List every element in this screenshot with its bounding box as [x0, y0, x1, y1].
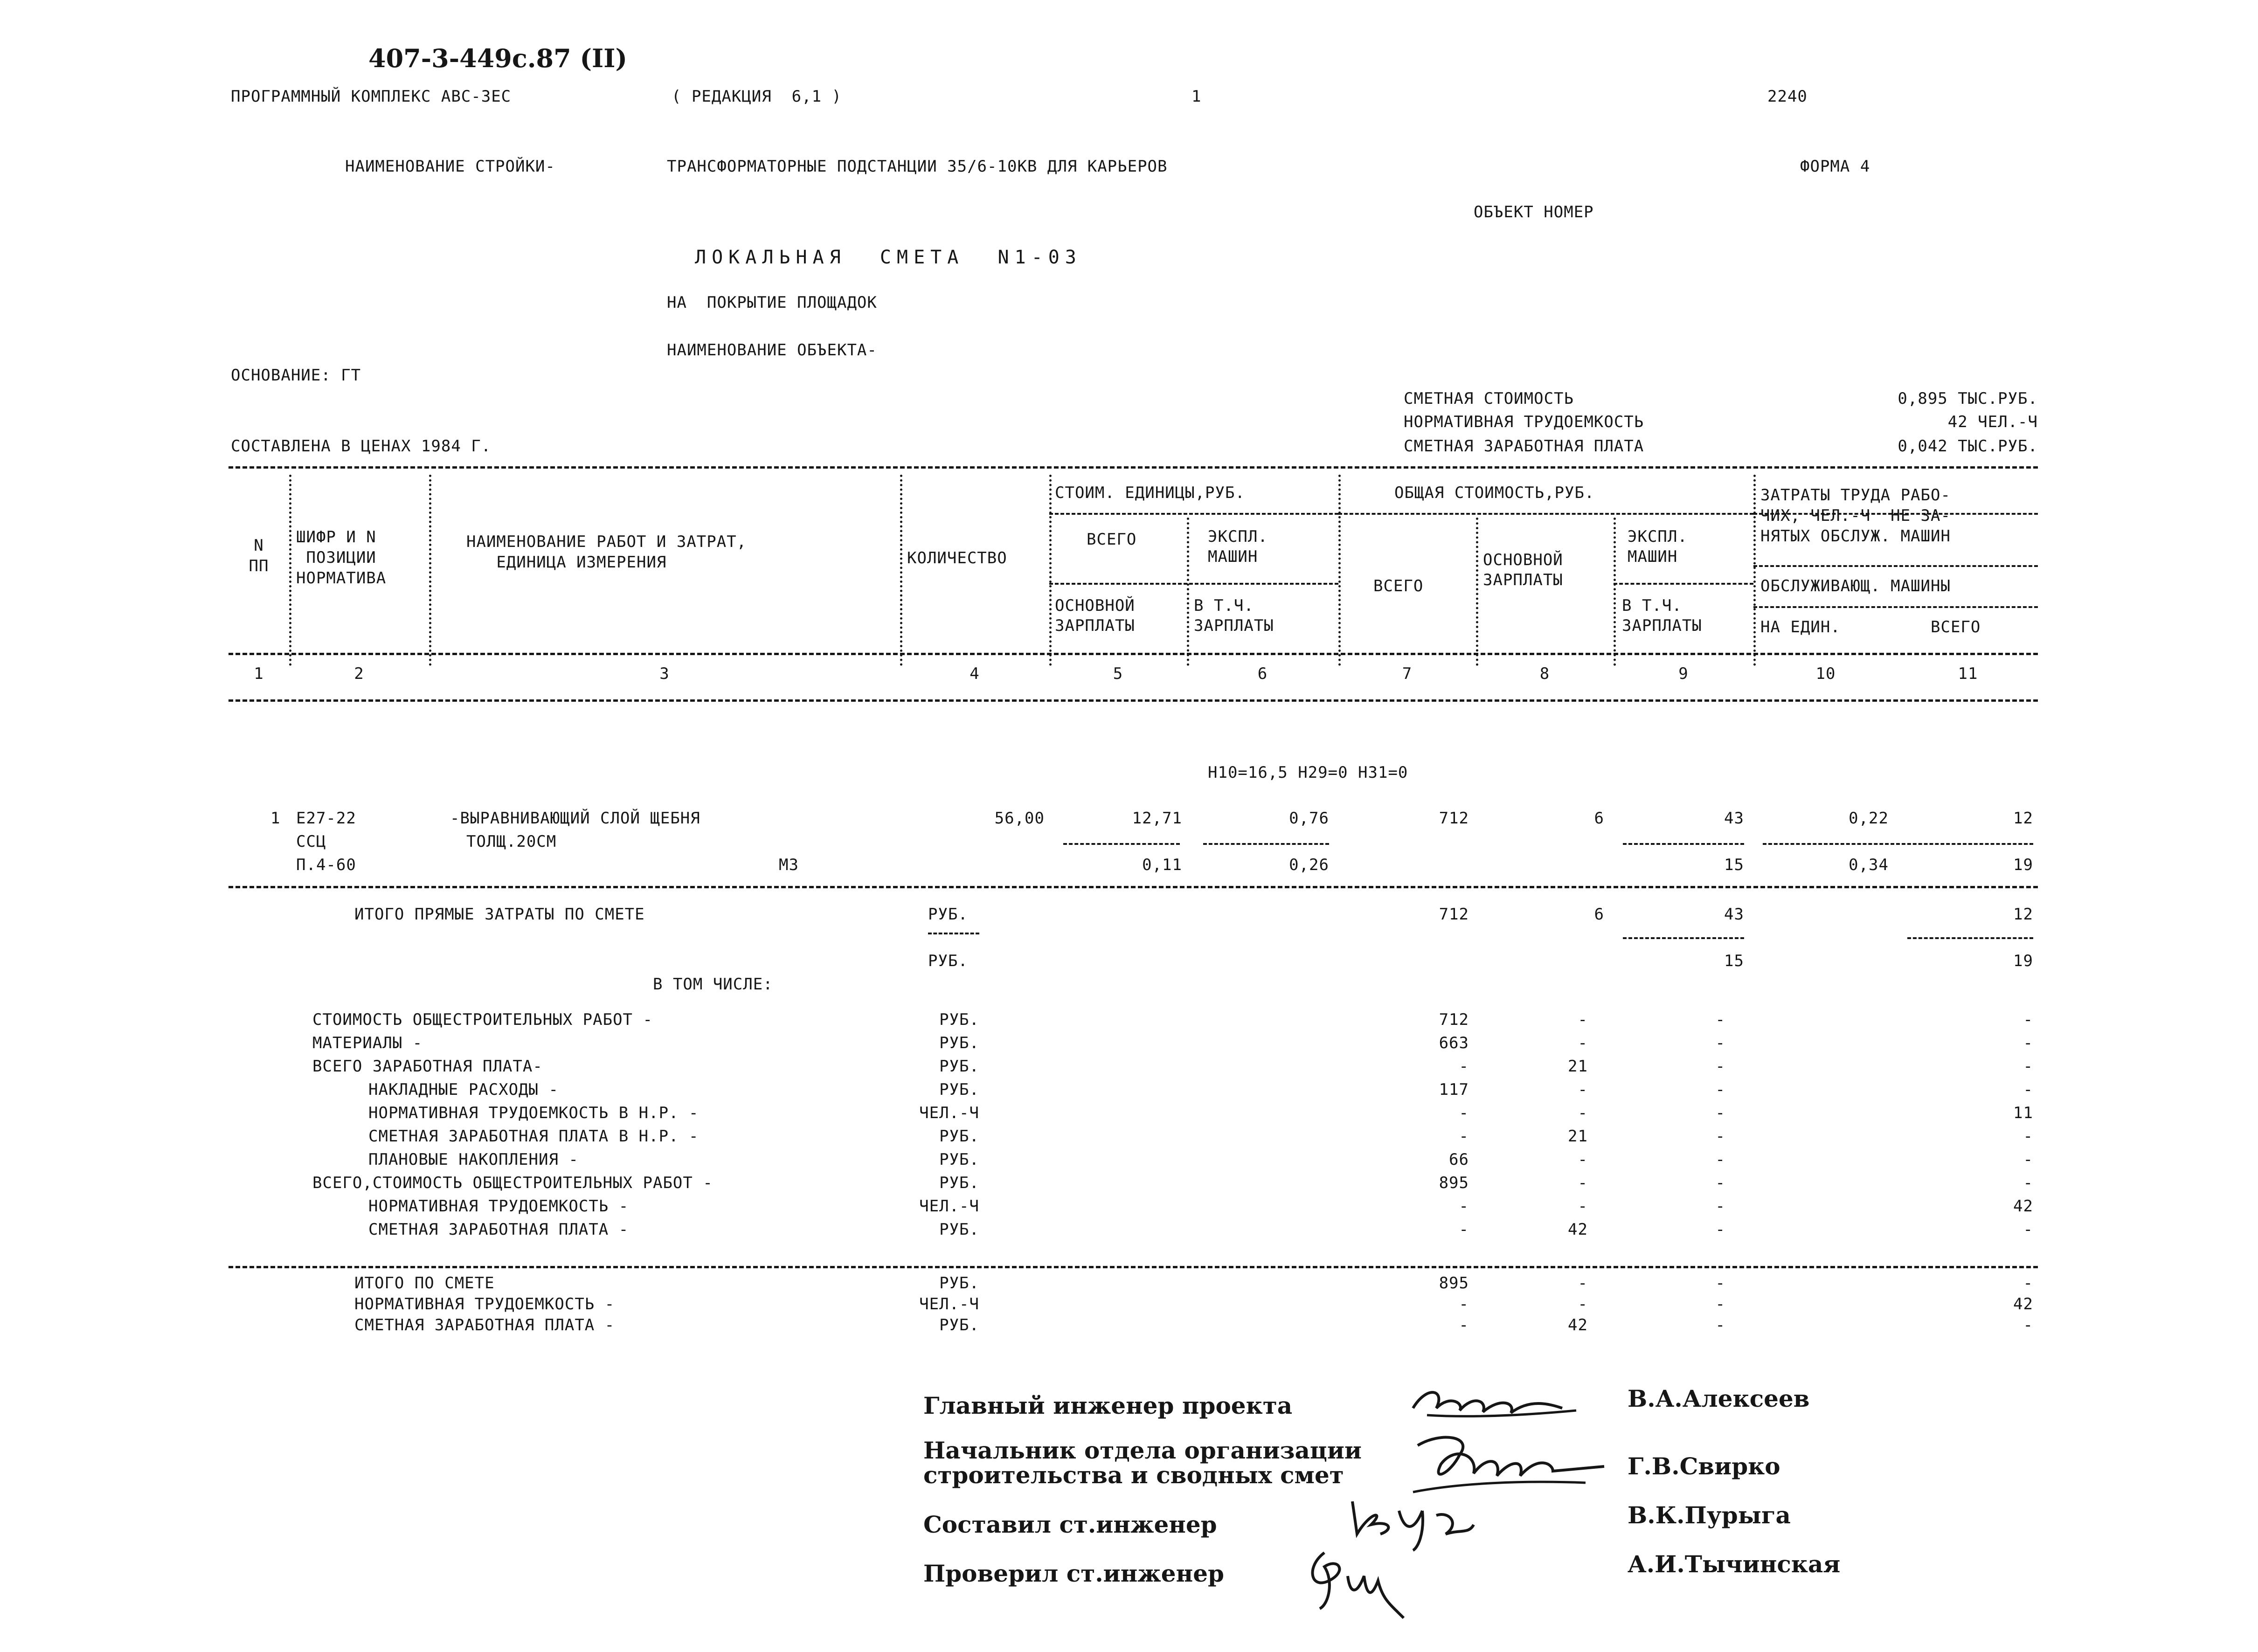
handwritten-signature	[1296, 1539, 1418, 1627]
col-number: 11	[1958, 664, 1978, 683]
header-labor-all: ВСЕГО	[1931, 618, 1981, 636]
object-number: ОБЪЕКТ НОМЕР	[1474, 203, 1594, 221]
header-unit-cost: СТОИМ. ЕДИНИЦЫ,РУБ.	[1055, 484, 1245, 502]
row-unit: РУБ.	[939, 1010, 979, 1029]
direct-costs-unit: РУБ.	[928, 905, 968, 924]
row-label: СТОИМОСТЬ ОБЩЕСТРОИТЕЛЬНЫХ РАБОТ -	[312, 1010, 653, 1029]
summary-label-wages: СМЕТНАЯ ЗАРАБОТНАЯ ПЛАТА	[1404, 437, 1644, 456]
header-bottom-rule	[229, 699, 2038, 702]
column-divider	[1049, 475, 1052, 666]
direct-costs-labor: 19	[2013, 952, 2033, 970]
col-number: 6	[1257, 664, 1268, 683]
item-wages: 6	[1594, 809, 1604, 828]
row-unit: ЧЕЛ.-Ч	[919, 1295, 979, 1313]
summary-value-labor: 42 ЧЕЛ.-Ч	[1947, 413, 2038, 431]
item-quantity: 56,00	[994, 809, 1045, 828]
page-title: ЛОКАЛЬНАЯ СМЕТА N1-03	[695, 247, 1082, 268]
row-label: НОРМАТИВНАЯ ТРУДОЕМКОСТЬ -	[368, 1197, 629, 1216]
row-wages: -	[1578, 1174, 1588, 1192]
row-wages: -	[1578, 1010, 1588, 1029]
item-unit-wages: 0,11	[1142, 856, 1182, 874]
direct-costs-subrule	[928, 933, 979, 934]
column-divider	[429, 475, 431, 666]
row-machines: -	[1715, 1174, 1725, 1192]
row-total: -	[1459, 1057, 1469, 1076]
row-label: СМЕТНАЯ ЗАРАБОТНАЯ ПЛАТА -	[368, 1220, 629, 1239]
col-number: 2	[354, 664, 364, 683]
row-total: -	[1459, 1316, 1469, 1334]
signature-name: В.К.Пурыга	[1628, 1501, 1791, 1529]
row-label: ВСЕГО,СТОИМОСТЬ ОБЩЕСТРОИТЕЛЬНЫХ РАБОТ -	[312, 1174, 713, 1192]
row-label: ПЛАНОВЫЕ НАКОПЛЕНИЯ -	[368, 1150, 579, 1169]
signature-role: Проверил ст.инженер	[923, 1560, 1224, 1587]
row-unit: РУБ.	[939, 1274, 979, 1293]
col-number: 8	[1539, 664, 1550, 683]
basis: ОСНОВАНИЕ: ГТ	[231, 366, 361, 385]
row-unit: РУБ.	[939, 1316, 979, 1334]
row-unit: РУБ.	[939, 1174, 979, 1192]
row-labor: 11	[2013, 1104, 2033, 1122]
header-subrule	[1049, 513, 1338, 515]
row-labor: -	[2023, 1010, 2033, 1029]
signature-role: Начальник отдела организации строительства и сводных смет	[923, 1437, 1362, 1489]
row-wages: -	[1578, 1197, 1588, 1216]
signature-name: В.А.Алексеев	[1628, 1385, 1810, 1412]
row-machines: -	[1715, 1034, 1725, 1052]
document-code: 2240	[1767, 87, 1808, 106]
row-machines: -	[1715, 1057, 1725, 1076]
item-subrule	[1203, 843, 1329, 845]
col-number: 5	[1113, 664, 1123, 683]
row-labor: -	[2023, 1274, 2033, 1293]
col-number: 3	[659, 664, 670, 683]
signature-name: Г.В.Свирко	[1628, 1452, 1780, 1480]
row-label: СМЕТНАЯ ЗАРАБОТНАЯ ПЛАТА -	[354, 1316, 615, 1334]
row-wages: -	[1578, 1295, 1588, 1313]
direct-costs-labor: 12	[2013, 905, 2033, 924]
row-wages: -	[1578, 1104, 1588, 1122]
row-unit: РУБ.	[939, 1057, 979, 1076]
signature-role: Главный инженер проекта	[923, 1392, 1293, 1419]
row-labor: -	[2023, 1150, 2033, 1169]
column-divider	[1614, 518, 1616, 666]
header-subrule	[1338, 513, 1753, 515]
document-id: 407-3-449с.87 (II)	[368, 43, 628, 73]
column-divider	[1753, 475, 1756, 666]
row-labor: -	[2023, 1080, 2033, 1099]
edition: ( РЕДАКЦИЯ 6,1 )	[672, 87, 842, 106]
row-labor: -	[2023, 1174, 2033, 1192]
header-unit-wages: ОСНОВНОЙ ЗАРПЛАТЫ	[1055, 596, 1135, 635]
row-machines: -	[1715, 1274, 1725, 1293]
program-name: ПРОГРАММНЫЙ КОМПЛЕКС АВС-3ЕС	[231, 87, 512, 106]
header-subrule	[1049, 583, 1338, 585]
column-divider	[1476, 518, 1478, 666]
item-unit-machines: 0,76	[1289, 809, 1329, 828]
header-total-machines: ЭКСПЛ. МАШИН	[1628, 527, 1688, 566]
item-code-line: ССЦ	[296, 832, 326, 851]
header-col-quantity: КОЛИЧЕСТВО	[907, 549, 1007, 567]
row-total: -	[1459, 1127, 1469, 1146]
row-machines: -	[1715, 1127, 1725, 1146]
header-total-incl: В Т.Ч. ЗАРПЛАТЫ	[1622, 596, 1702, 635]
row-machines: -	[1715, 1316, 1725, 1334]
row-total: 663	[1439, 1034, 1469, 1052]
price-basis: СОСТАВЛЕНА В ЦЕНАХ 1984 Г.	[231, 437, 492, 456]
column-divider	[900, 475, 902, 666]
direct-costs-machines-incl: 15	[1724, 952, 1744, 970]
row-labor: 42	[2013, 1197, 2033, 1216]
row-wages: 42	[1568, 1220, 1588, 1239]
col-number: 4	[970, 664, 980, 683]
item-labor-all: 19	[2013, 856, 2033, 874]
construction-label: НАИМЕНОВАНИЕ СТРОЙКИ-	[345, 157, 555, 176]
direct-costs-machines: 43	[1724, 905, 1744, 924]
row-total: 66	[1449, 1150, 1469, 1169]
header-unit-machines: ЭКСПЛ. МАШИН	[1208, 527, 1268, 566]
row-wages: 21	[1568, 1057, 1588, 1076]
including-label: В ТОМ ЧИСЛЕ:	[653, 975, 773, 994]
item-unit-incl: 0,26	[1289, 856, 1329, 874]
row-labor: -	[2023, 1220, 2033, 1239]
item-subrule	[1623, 843, 1744, 845]
row-label: НОРМАТИВНАЯ ТРУДОЕМКОСТЬ -	[354, 1295, 615, 1313]
header-subrule	[1614, 583, 1753, 585]
header-labor-service: ОБСЛУЖИВАЮЩ. МАШИНЫ	[1760, 577, 1951, 595]
row-labor: -	[2023, 1057, 2033, 1076]
row-unit: РУБ.	[939, 1080, 979, 1099]
form-number: ФОРМА 4	[1800, 157, 1870, 176]
direct-costs-wages: 6	[1594, 905, 1604, 924]
column-divider	[289, 475, 291, 666]
row-labor: -	[2023, 1127, 2033, 1146]
row-labor: -	[2023, 1316, 2033, 1334]
summary-label-labor: НОРМАТИВНАЯ ТРУДОЕМКОСТЬ	[1404, 413, 1644, 431]
header-total-all: ВСЕГО	[1373, 577, 1424, 595]
item-code-line: П.4-60	[296, 856, 356, 874]
row-machines: -	[1715, 1295, 1725, 1313]
col-number: 1	[254, 664, 264, 683]
row-machines: -	[1715, 1080, 1725, 1099]
item-subrule	[1763, 843, 2033, 845]
item-total: 712	[1439, 809, 1469, 828]
summary-label-cost: СМЕТНАЯ СТОИМОСТЬ	[1404, 389, 1574, 408]
row-wages: 21	[1568, 1127, 1588, 1146]
row-wages: -	[1578, 1274, 1588, 1293]
column-divider	[1187, 518, 1189, 666]
col-number: 7	[1402, 664, 1413, 683]
row-unit: ЧЕЛ.-Ч	[919, 1104, 979, 1122]
breakdown-bottom-rule	[229, 1266, 2038, 1268]
item-number: 1	[270, 809, 281, 828]
header-subrule	[1753, 565, 2038, 567]
row-label: НОРМАТИВНАЯ ТРУДОЕМКОСТЬ В Н.Р. -	[368, 1104, 699, 1122]
row-labor: -	[2023, 1034, 2033, 1052]
summary-value-cost: 0,895 ТЫС.РУБ.	[1898, 389, 2038, 408]
row-machines: -	[1715, 1010, 1725, 1029]
item-labor-all: 12	[2013, 809, 2033, 828]
header-number-rule	[229, 653, 2038, 655]
row-unit: РУБ.	[939, 1220, 979, 1239]
row-total: 712	[1439, 1010, 1469, 1029]
summary-value-wages: 0,042 ТЫС.РУБ.	[1898, 437, 2038, 456]
header-total-cost: ОБЩАЯ СТОИМОСТЬ,РУБ.	[1394, 484, 1595, 502]
direct-costs-label: ИТОГО ПРЯМЫЕ ЗАТРАТЫ ПО СМЕТЕ	[354, 905, 645, 924]
row-machines: -	[1715, 1197, 1725, 1216]
construction-name: ТРАНСФОРМАТОРНЫЕ ПОДСТАНЦИИ 35/6-10КВ ДЛЯ КАРЬЕРОВ	[667, 157, 1168, 176]
table-top-rule	[229, 466, 2038, 469]
item-labor-unit: 0,34	[1849, 856, 1889, 874]
row-machines: -	[1715, 1220, 1725, 1239]
header-labor: ЗАТРАТЫ ТРУДА РАБО- ЧИХ, ЧЕЛ.-Ч НЕ ЗА- НЯТЫХ ОБСЛУЖ. МАШИН	[1760, 486, 1951, 546]
row-label: СМЕТНАЯ ЗАРАБОТНАЯ ПЛАТА В Н.Р. -	[368, 1127, 699, 1146]
row-label: ВСЕГО ЗАРАБОТНАЯ ПЛАТА-	[312, 1057, 543, 1076]
direct-costs-subrule	[1623, 937, 1744, 939]
header-total-wages: ОСНОВНОЙ ЗАРПЛАТЫ	[1483, 551, 1563, 589]
row-total: -	[1459, 1197, 1469, 1216]
item-machines-incl: 15	[1724, 856, 1744, 874]
header-col-code: ШИФР И N ПОЗИЦИИ НОРМАТИВА	[296, 528, 387, 588]
row-machines: -	[1715, 1150, 1725, 1169]
direct-costs-unit: РУБ.	[928, 952, 968, 970]
row-label: НАКЛАДНЫЕ РАСХОДЫ -	[368, 1080, 559, 1099]
row-wages: 42	[1568, 1316, 1588, 1334]
row-total: -	[1459, 1220, 1469, 1239]
col-number: 10	[1815, 664, 1836, 683]
item-machines: 43	[1724, 809, 1744, 828]
direct-costs-total: 712	[1439, 905, 1469, 924]
row-total: 895	[1439, 1174, 1469, 1192]
column-divider	[1338, 475, 1341, 666]
row-total: -	[1459, 1295, 1469, 1313]
col-number: 9	[1678, 664, 1689, 683]
coefficients: Н10=16,5 Н29=0 Н31=0	[1208, 763, 1408, 782]
signature-name: А.И.Тычинская	[1628, 1550, 1841, 1578]
header-unit-total: ВСЕГО	[1087, 530, 1137, 549]
row-wages: -	[1578, 1080, 1588, 1099]
item-name-line: ТОЛЩ.20СМ	[466, 832, 557, 851]
page-number: 1	[1191, 87, 1202, 106]
row-unit: ЧЕЛ.-Ч	[919, 1197, 979, 1216]
header-subrule	[1753, 606, 2038, 608]
row-label: ИТОГО ПО СМЕТЕ	[354, 1274, 495, 1293]
header-col-num: N ПП	[249, 536, 269, 576]
item-labor-unit: 0,22	[1849, 809, 1889, 828]
signature-role: Составил ст.инженер	[923, 1511, 1217, 1538]
row-unit: РУБ.	[939, 1034, 979, 1052]
row-unit: РУБ.	[939, 1150, 979, 1169]
row-total: -	[1459, 1104, 1469, 1122]
item-unit: М3	[779, 856, 799, 874]
row-total: 895	[1439, 1274, 1469, 1293]
page-subtitle: НА ПОКРЫТИЕ ПЛОЩАДОК	[667, 293, 877, 312]
row-wages: -	[1578, 1150, 1588, 1169]
row-unit: РУБ.	[939, 1127, 979, 1146]
row-total: 117	[1439, 1080, 1469, 1099]
header-labor-unit: НА ЕДИН.	[1760, 618, 1841, 636]
header-unit-incl: В Т.Ч. ЗАРПЛАТЫ	[1194, 596, 1274, 635]
item-bottom-rule	[229, 886, 2038, 888]
row-wages: -	[1578, 1034, 1588, 1052]
handwritten-signature	[1408, 1376, 1586, 1427]
item-name-line: -ВЫРАВНИВАЮЩИЙ СЛОЙ ЩЕБНЯ	[450, 809, 700, 828]
row-machines: -	[1715, 1104, 1725, 1122]
item-code-line: Е27-22	[296, 809, 356, 828]
header-col-name: НАИМЕНОВАНИЕ РАБОТ И ЗАТРАТ, ЕДИНИЦА ИЗМЕРЕНИЯ	[466, 532, 747, 572]
row-label: МАТЕРИАЛЫ -	[312, 1034, 423, 1052]
item-unit-total: 12,71	[1132, 809, 1182, 828]
row-labor: 42	[2013, 1295, 2033, 1313]
object-name: НАИМЕНОВАНИЕ ОБЪЕКТА-	[667, 341, 877, 359]
item-subrule	[1063, 843, 1180, 845]
direct-costs-subrule	[1907, 937, 2033, 939]
